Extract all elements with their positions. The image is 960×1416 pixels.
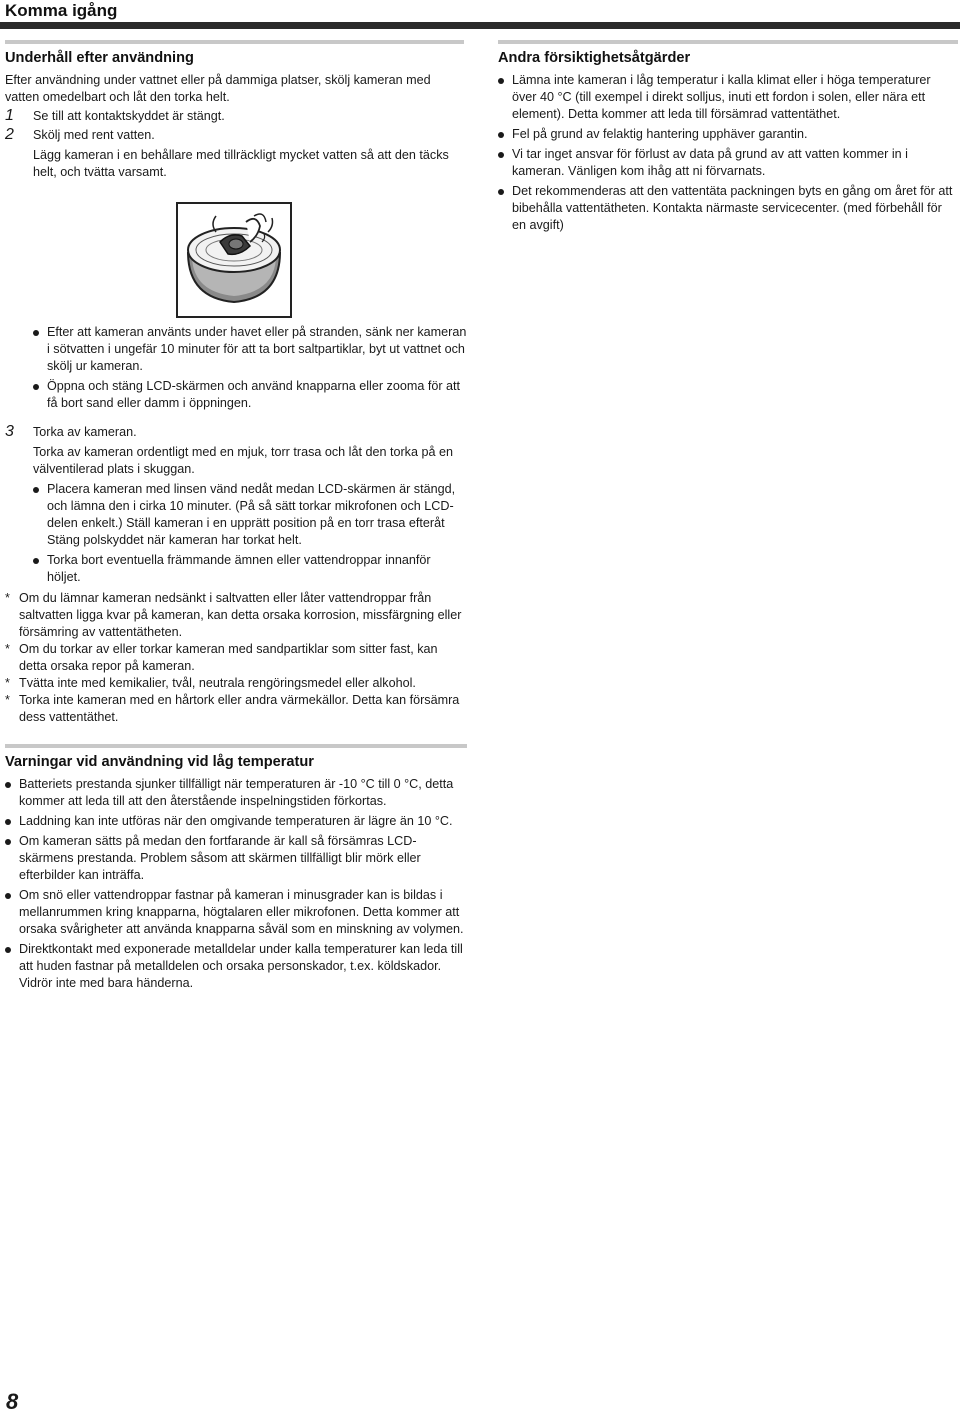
bullet-icon bbox=[498, 132, 504, 138]
step2-bullet-list bbox=[5, 324, 467, 412]
page-number: 8 bbox=[6, 1389, 19, 1414]
section-bar bbox=[498, 40, 958, 44]
section-title: Andra försiktighetsåtgärder bbox=[498, 50, 691, 66]
list-item: Det rekommenderas att den vattentäta packningen byts en gång om året för att bibehålla vattentätheten. Kontakta närmaste servicecenter. (med förbehåll för en avgift) bbox=[498, 183, 958, 234]
bowl-icon bbox=[176, 202, 292, 318]
bullet-icon bbox=[5, 839, 11, 845]
bullet-icon bbox=[33, 384, 39, 390]
asterisk-marker: * bbox=[5, 676, 10, 690]
list-item: Öppna och stäng LCD-skärmen och använd knapparna eller zooma för att få bort sand eller damm i öppningen. bbox=[33, 378, 467, 412]
note-item: * Om du lämnar kameran nedsänkt i saltvatten eller låter vattendroppar från saltvatten ligga kvar på kameran, kan detta orsaka korrosion, missfärgning eller försämring av vattentätheten. bbox=[5, 591, 462, 639]
cold-warnings-list bbox=[5, 776, 467, 992]
list-item: Om snö eller vattendroppar fastnar på kameran i minusgrader kan is bildas i mellanrummen kring knapparna, högtalaren eller mikrofonen. Detta kommer att orsaka svårigheter att använda knapparna såväl som en minskning av volymen. bbox=[5, 887, 467, 938]
note-item: * Tvätta inte med kemikalier, tvål, neutrala rengöringsmedel eller alkohol. bbox=[5, 676, 416, 690]
bullet-icon bbox=[33, 487, 39, 493]
step3-bullet-list bbox=[5, 481, 467, 586]
camera-washing-illustration bbox=[176, 202, 292, 318]
asterisk-marker: * bbox=[5, 591, 10, 605]
note-item: * Om du torkar av eller torkar kameran med sandpartiklar som sitter fast, kan detta orsaka repor på kameran. bbox=[5, 642, 438, 673]
section-bar bbox=[5, 744, 467, 748]
list-item: Direktkontakt med exponerade metalldelar under kalla temperaturer kan leda till att huden fastnar på metalldelen och orsaka personskador, t.ex. köldskador. Vidrör inte med bara händerna. bbox=[5, 941, 467, 992]
section-title: Varningar vid användning vid låg temperatur bbox=[5, 754, 314, 770]
asterisk-marker: * bbox=[5, 693, 10, 707]
maintenance-continued bbox=[5, 324, 467, 726]
bullet-icon bbox=[33, 330, 39, 336]
list-item: Efter att kameran använts under havet eller på stranden, sänk ner kameran i sötvatten i ungefär 10 minuter för att ta bort saltpartiklar, byt ut vattnet och skölj ur kameran. bbox=[33, 324, 467, 375]
low-temperature-section bbox=[5, 744, 467, 995]
list-item: Lämna inte kameran i låg temperatur i kalla klimat eller i höga temperaturer över 40 °C (till exempel i direkt solljus, inuti ett fordon i solen, eller nära ett element). Detta kommer att leda till försämrad vattentäthet. bbox=[498, 72, 958, 123]
precautions-section bbox=[498, 40, 958, 237]
step-text: Se till att kontaktskyddet är stängt. bbox=[33, 109, 225, 123]
list-item: Vi tar inget ansvar för förlust av data på grund av att vatten kommer in i kameran. Vänligen kom ihåg att ni förvarnats. bbox=[498, 146, 958, 180]
list-item: Batteriets prestanda sjunker tillfälligt när temperaturen är -10 °C till 0 °C, detta kommer att leda till att den återstående inspelningstiden förkortas. bbox=[5, 776, 467, 810]
list-item: Placera kameran med linsen vänd nedåt medan LCD-skärmen är stängd, och lämna den i cirka 10 minuter. (På så sätt torkar mikrofonen och LCD-delen enkelt.) Ställ kameran i en upprätt position på en torr trasa efteråt Stäng polskyddet när kameran har torkat helt. bbox=[33, 481, 467, 549]
header-rule bbox=[0, 22, 960, 29]
step-3 bbox=[5, 424, 467, 441]
page-header bbox=[0, 0, 960, 30]
list-item: Torka bort eventuella främmande ämnen eller vattendroppar innanför höljet. bbox=[33, 552, 467, 586]
step-number: 1 bbox=[5, 107, 14, 124]
section-bar bbox=[5, 40, 464, 44]
bullet-icon bbox=[5, 782, 11, 788]
list-item: Om kameran sätts på medan den fortfarande är kall så försämras LCD-skärmens prestanda. Problem såsom att skärmen tillfälligt blir mörk eller efterbilder kan inträffa. bbox=[5, 833, 467, 884]
step-text: Torka av kameran. bbox=[33, 425, 137, 439]
list-item: Fel på grund av felaktig hantering upphäver garantin. bbox=[498, 126, 958, 143]
precautions-list bbox=[498, 72, 958, 234]
section-title: Underhåll efter användning bbox=[5, 50, 194, 66]
step-number: 2 bbox=[5, 126, 14, 143]
chapter-title: Komma igång bbox=[5, 1, 118, 20]
note-item: * Torka inte kameran med en hårtork eller andra värmekällor. Detta kan försämra dess vattentäthet. bbox=[5, 693, 460, 724]
bullet-icon bbox=[5, 947, 11, 953]
step-text: Skölj med rent vatten. bbox=[33, 128, 155, 142]
bullet-icon bbox=[5, 819, 11, 825]
bullet-icon bbox=[5, 893, 11, 899]
asterisk-marker: * bbox=[5, 642, 10, 656]
maintenance-section bbox=[5, 40, 464, 181]
notes-list bbox=[5, 590, 467, 726]
bullet-icon bbox=[498, 189, 504, 195]
bullet-icon bbox=[498, 78, 504, 84]
step-number: 3 bbox=[5, 423, 14, 440]
step-1 bbox=[5, 108, 464, 125]
bullet-icon bbox=[498, 152, 504, 158]
step-detail: Lägg kameran i en behållare med tillräckligt mycket vatten så att den täcks helt, och tvätta varsamt. bbox=[33, 148, 449, 179]
step-2 bbox=[5, 127, 464, 144]
step-detail: Torka av kameran ordentligt med en mjuk, torr trasa och låt den torka på en välventilerad plats i skuggan. bbox=[33, 445, 454, 476]
intro-text: Efter användning under vattnet eller på dammiga platser, skölj kameran med vatten omedelbart och låt den torka helt. bbox=[5, 73, 431, 104]
list-item: Laddning kan inte utföras när den omgivande temperaturen är lägre än 10 °C. bbox=[5, 813, 467, 830]
bullet-icon bbox=[33, 558, 39, 564]
